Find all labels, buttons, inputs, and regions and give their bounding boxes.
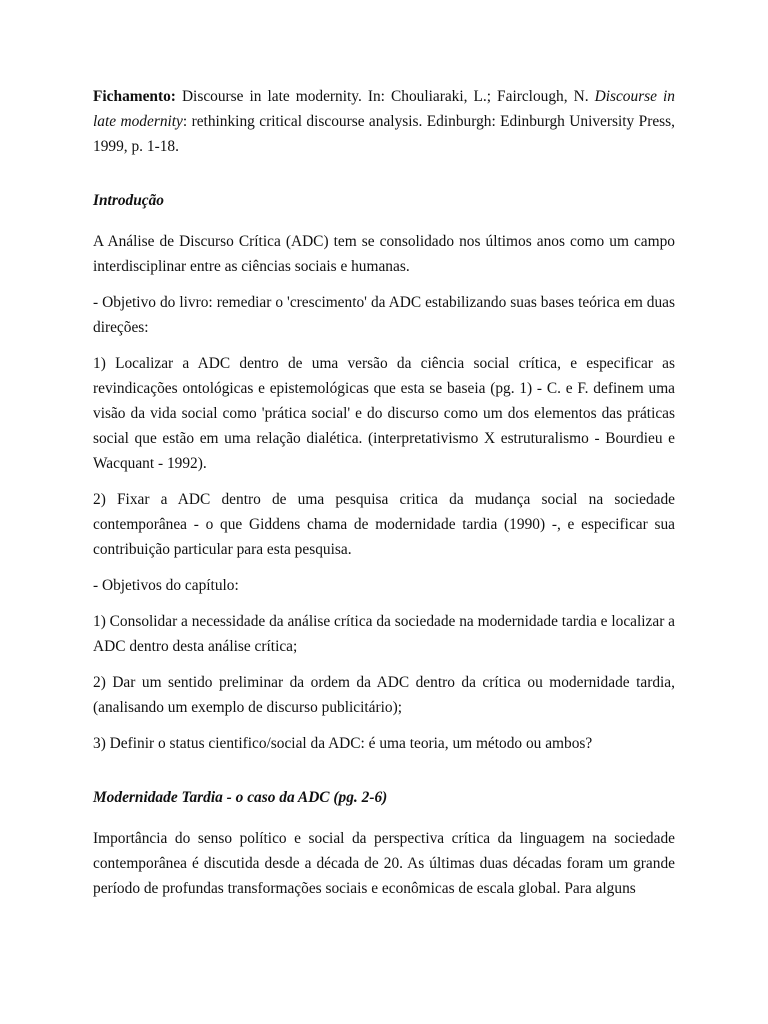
intro-paragraph: A Análise de Discurso Crítica (ADC) tem se consolidado nos últimos anos como um campo interdisciplinar entre as ciências sociais e humanas. bbox=[93, 233, 675, 275]
citation-post: : rethinking critical discourse analysis. Edinburgh: Edinburgh University Press, 1999, p. 1-18. bbox=[93, 113, 675, 155]
intro-paragraph: 1) Consolidar a necessidade da análise crítica da sociedade na modernidade tardia e localizar a ADC dentro desta análise crítica; bbox=[93, 613, 676, 655]
intro-paragraph: 2) Fixar a ADC dentro de uma pesquisa critica da mudança social na sociedade contemporânea - o que Giddens chama de modernidade tardia (1990) -, e especificar sua contribuição particular para esta pesquisa. bbox=[93, 491, 675, 558]
intro-heading: Introdução bbox=[93, 192, 164, 209]
intro-paragraph: 3) Definir o status cientifico/social da ADC: é uma teoria, um método ou ambos? bbox=[93, 735, 593, 752]
intro-paragraph: - Objetivos do capítulo: bbox=[93, 577, 239, 594]
citation-pre: Discourse in late modernity. In: Chouliaraki, L.; Fairclough, N. bbox=[175, 88, 595, 105]
intro-paragraph: 1) Localizar a ADC dentro de uma versão da ciência social crítica, e especificar as revindicações ontológicas e epistemológicas que esta se baseia (pg. 1) - C. e F. definem uma visão da vida social como 'prática social' e do discurso como um dos elementos das práticas social que estão em uma relação dialética. (interpretativismo X estruturalismo - Bourdieu e Wacquant - 1992). bbox=[93, 355, 675, 472]
citation-title: Discourse in late modernity bbox=[93, 88, 675, 130]
section-heading: Modernidade Tardia - o caso da ADC (pg. 2-6) bbox=[93, 789, 388, 806]
section-paragraph: Importância do senso político e social da perspectiva crítica da linguagem na sociedade contemporânea é discutida desde a década de 20. As últimas duas décadas foram um grande período de profundas transformações sociais e econômicas de escala global. Para alguns bbox=[93, 830, 675, 897]
citation-label: Fichamento: bbox=[93, 88, 176, 105]
intro-paragraph: 2) Dar um sentido preliminar da ordem da ADC dentro da crítica ou modernidade tardia, (analisando um exemplo de discurso publicitário); bbox=[93, 674, 675, 716]
document-page bbox=[93, 84, 675, 912]
citation bbox=[93, 84, 675, 159]
intro-paragraph: - Objetivo do livro: remediar o 'crescimento' da ADC estabilizando suas bases teórica em duas direções: bbox=[93, 294, 675, 336]
